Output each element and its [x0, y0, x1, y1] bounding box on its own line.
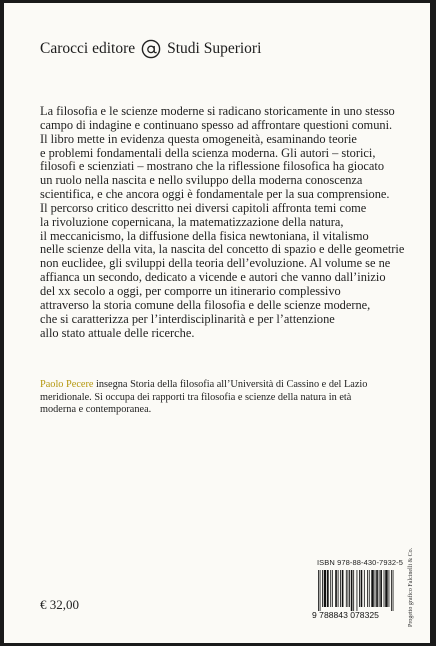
price: € 32,00: [40, 597, 79, 612]
barcode-bar: [371, 570, 373, 607]
description-line: del xx secolo a oggi, per comporre un itinerario complessivo: [40, 283, 341, 298]
series-name: Studi Superiori: [167, 40, 262, 57]
author-bio-line: [40, 379, 420, 392]
description-line: il meccanicismo, la diffusione della fisica newtoniana, il vitalismo: [40, 228, 369, 243]
description-line: e problemi fondamentali della scienza moderna. Gli autori – storici,: [40, 145, 376, 160]
description-line: che si caratterizza per l’interdisciplinarità e per l’attenzione: [40, 311, 335, 326]
barcode-bar: [357, 570, 358, 611]
barcode-bar: [324, 570, 326, 607]
barcode-bar: [379, 570, 380, 607]
barcode-bar: [351, 570, 353, 611]
barcode-bar: [384, 570, 385, 607]
author-bio: [40, 379, 420, 417]
description-line: La filosofia e le scienze moderne si radicano storicamente in uno stesso: [40, 104, 395, 118]
publisher-name: Carocci editore: [40, 40, 136, 57]
author-bio-line: meridionale. Si occupa dei rapporti tra filosofia e scienze della natura in età: [40, 391, 352, 403]
back-cover: [4, 3, 430, 643]
barcode-bar: [369, 570, 370, 607]
author-bio-first: insegna Storia della filosofia all’Università di Cassino e del Lazio: [93, 379, 368, 390]
description-line: non euclidee, gli sviluppi della teoria dell’evoluzione. Al volume se ne: [40, 256, 391, 271]
barcode-bar: [389, 570, 390, 607]
barcode-bar: [332, 570, 333, 607]
barcode-bar: [330, 570, 331, 607]
barcode-bar: [349, 570, 350, 607]
barcode-bar: [380, 570, 382, 607]
description-line: filosofi e scienziati – mostrano che la riflessione filosofica ha giocato: [40, 159, 385, 174]
barcode-bar: [348, 570, 349, 607]
barcode: [312, 570, 398, 620]
barcode-bar: [340, 570, 341, 607]
description-line: campo di indagine e continuano spesso ad affrontare questioni comuni.: [40, 117, 393, 132]
barcode-bar: [361, 570, 363, 607]
design-credits: Progetto grafico Falcinelli & Co.: [408, 547, 414, 627]
barcode-bar: [359, 570, 360, 607]
barcode-bar: [393, 570, 394, 611]
author-bio-line: moderna e contemporanea.: [40, 404, 152, 416]
barcode-bar: [364, 570, 365, 607]
barcode-bar: [385, 570, 387, 607]
description-line: scientifica, e che ancora oggi è fondamentale per la sua comprensione.: [40, 187, 390, 202]
barcode-bar: [338, 570, 339, 607]
description-line: attraverso la storia comune della filosofia e delle scienze moderne,: [40, 297, 371, 312]
description-line: Il percorso critico descritto nei diversi capitoli affronta temi come: [40, 200, 367, 215]
description-line: la rivoluzione copernicana, la matematizzazione della natura,: [40, 214, 344, 229]
barcode-bar: [375, 570, 376, 607]
description-line: Il libro mette in evidenza questa omogeneità, esaminando teorie: [40, 131, 357, 146]
barcode-bar: [335, 570, 337, 607]
barcode-bar: [353, 570, 354, 611]
description-line: nelle scienze della vita, la nascita del concetto di spazio e delle geometrie: [40, 242, 405, 257]
description-line: un ruolo nella nascita e nello sviluppo della moderna conoscenza: [40, 173, 363, 188]
barcode-bar: [318, 570, 319, 611]
publisher-header: [40, 39, 261, 59]
barcode-bar: [327, 570, 329, 607]
barcode-bar: [391, 570, 392, 611]
barcode-bar: [367, 570, 368, 607]
barcode-bar: [342, 570, 344, 607]
barcode-bar: [320, 570, 321, 611]
barcode-bar: [322, 570, 323, 607]
description-line: affianca un secondo, dedicato a vicende e autori che vanno dall’inizio: [40, 270, 386, 285]
at-sign-logo-icon: [141, 39, 161, 59]
barcode-bar: [376, 570, 378, 607]
isbn-label: ISBN 978-88-430-7932-5: [317, 558, 404, 567]
book-description: [40, 105, 414, 340]
barcode-bar: [346, 570, 347, 607]
barcode-digits: 9 788843 078325: [312, 610, 379, 620]
author-name: Paolo Pecere: [40, 379, 94, 390]
description-line: allo stato attuale delle ricerche.: [40, 325, 195, 340]
